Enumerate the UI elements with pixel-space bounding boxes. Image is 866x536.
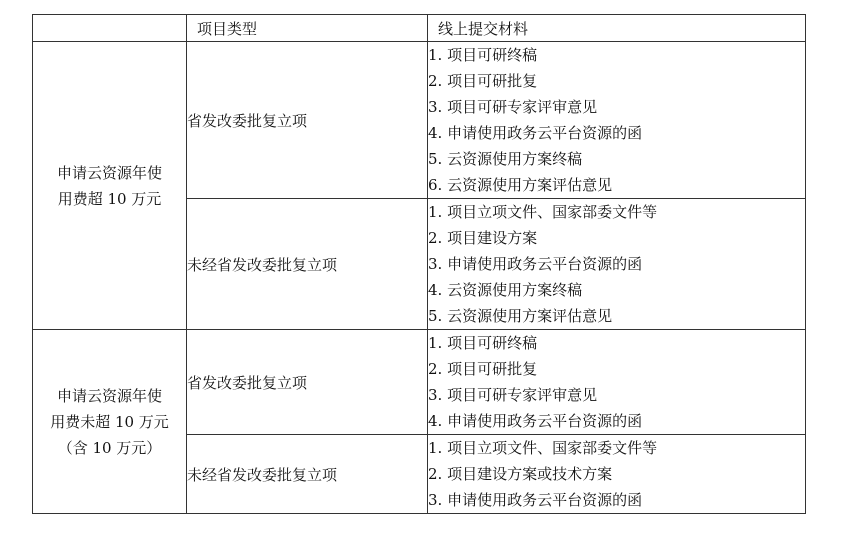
materials-table — [32, 14, 806, 514]
material-item: 3. 申请使用政务云平台资源的函 — [428, 255, 643, 273]
condition-line: 用费未超 10 万元 — [50, 412, 169, 431]
condition-cell — [33, 42, 187, 330]
material-item: 1. 项目立项文件、国家部委文件等 — [428, 203, 658, 221]
header-cell-project-type: 项目类型 — [187, 15, 428, 42]
material-item: 5. 云资源使用方案终稿 — [428, 150, 583, 168]
header-cell-materials: 线上提交材料 — [428, 15, 806, 42]
project-type-cell: 未经省发改委批复立项 — [187, 199, 428, 330]
materials-cell — [428, 330, 806, 435]
material-item: 4. 申请使用政务云平台资源的函 — [428, 124, 643, 142]
material-item: 6. 云资源使用方案评估意见 — [428, 176, 613, 194]
condition-line: 申请云资源年使 — [56, 163, 162, 182]
materials-cell — [428, 42, 806, 199]
materials-cell — [428, 435, 806, 514]
material-item: 2. 项目可研批复 — [428, 360, 538, 378]
material-item: 1. 项目立项文件、国家部委文件等 — [428, 439, 658, 457]
material-item: 4. 云资源使用方案终稿 — [428, 281, 583, 299]
material-item: 1. 项目可研终稿 — [428, 46, 538, 64]
condition-line: 用费超 10 万元 — [57, 189, 162, 208]
material-item: 3. 项目可研专家评审意见 — [428, 386, 598, 404]
material-item: 2. 项目建设方案 — [428, 229, 538, 247]
material-item: 3. 申请使用政务云平台资源的函 — [428, 491, 643, 509]
material-item: 4. 申请使用政务云平台资源的函 — [428, 412, 643, 430]
table-row — [33, 42, 806, 199]
materials-cell — [428, 199, 806, 330]
material-item: 2. 项目建设方案或技术方案 — [428, 465, 613, 483]
header-cell-condition — [33, 15, 187, 42]
condition-line: 申请云资源年使 — [56, 386, 162, 405]
table-row — [33, 330, 806, 435]
material-item: 3. 项目可研专家评审意见 — [428, 98, 598, 116]
material-item: 2. 项目可研批复 — [428, 72, 538, 90]
condition-line: （含 10 万元） — [57, 438, 162, 457]
header-row — [33, 15, 806, 42]
material-item: 5. 云资源使用方案评估意见 — [428, 307, 613, 325]
project-type-cell: 省发改委批复立项 — [187, 330, 428, 435]
project-type-cell: 未经省发改委批复立项 — [187, 435, 428, 514]
project-type-cell: 省发改委批复立项 — [187, 42, 428, 199]
condition-cell — [33, 330, 187, 514]
material-item: 1. 项目可研终稿 — [428, 334, 538, 352]
